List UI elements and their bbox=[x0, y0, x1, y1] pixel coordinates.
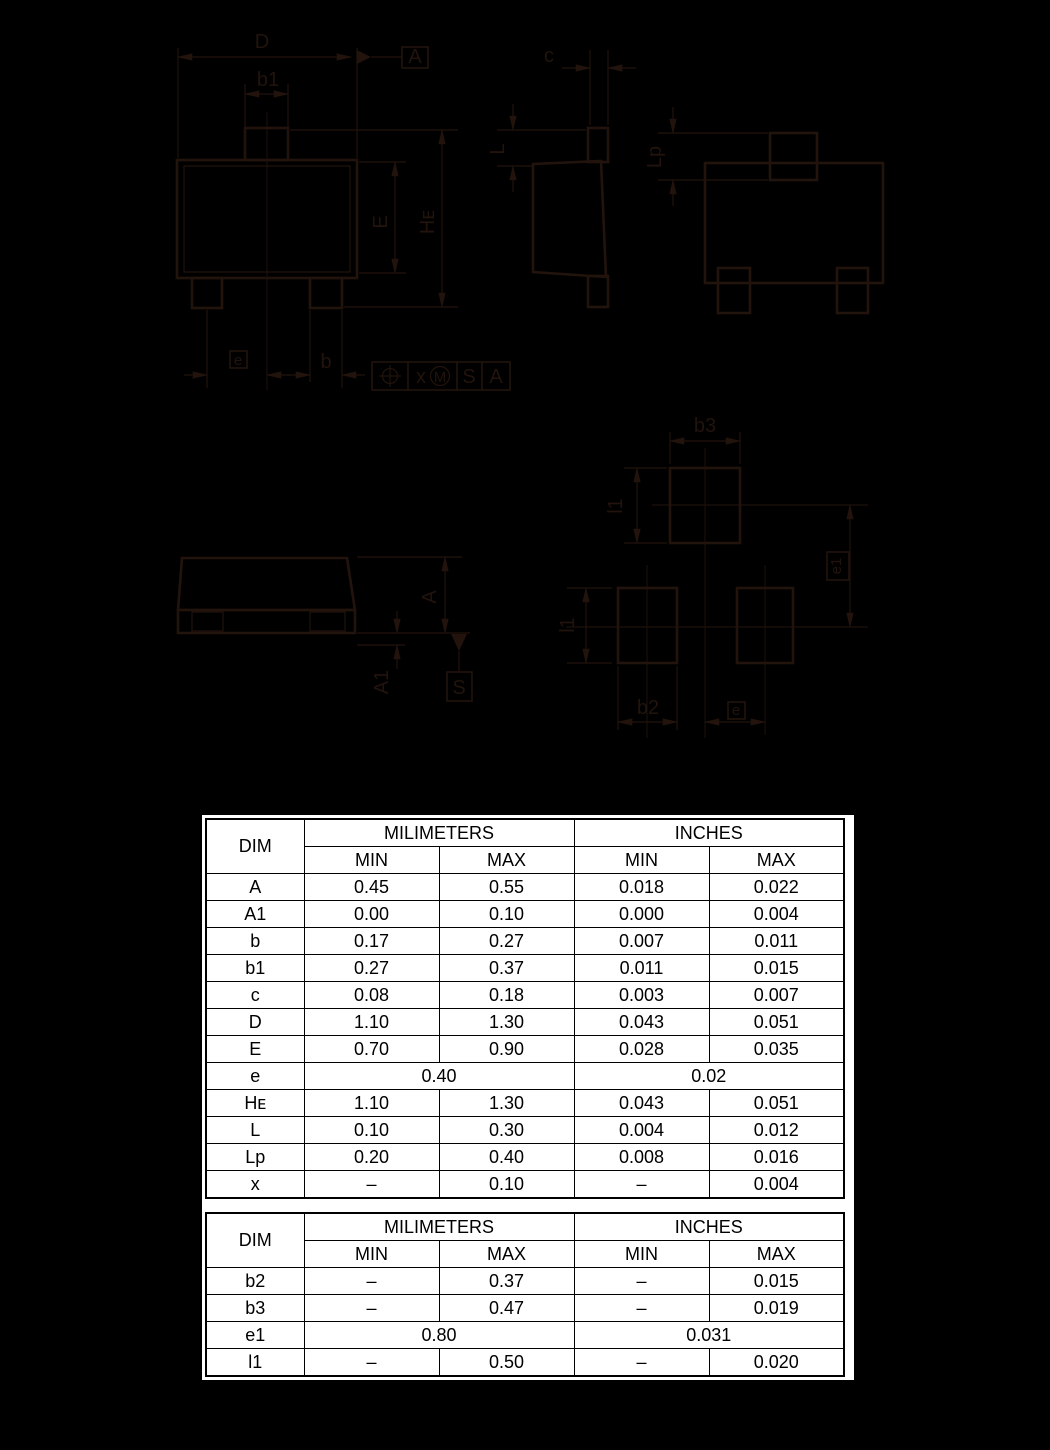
table-row: c 0.08 0.18 0.003 0.007 bbox=[206, 982, 844, 1009]
dim-label-he: Hᴇ bbox=[417, 209, 439, 235]
fcf-datum-s: S bbox=[462, 366, 476, 388]
dim-label-b: b bbox=[320, 351, 332, 373]
table-row: b 0.17 0.27 0.007 0.011 bbox=[206, 928, 844, 955]
table-row: x – 0.10 – 0.004 bbox=[206, 1171, 844, 1199]
dim-label-e-pitch: e bbox=[233, 352, 243, 369]
table-row-span: e 0.40 0.02 bbox=[206, 1063, 844, 1090]
col-header-millimeters: MILIMETERS bbox=[304, 1213, 574, 1241]
col-header-mm-min: MIN bbox=[304, 1241, 439, 1268]
dim-label-b1: b1 bbox=[256, 69, 280, 91]
datum-s-triangle-icon bbox=[451, 634, 467, 651]
table-header-row bbox=[206, 1213, 844, 1241]
top-view-drawing bbox=[177, 31, 458, 390]
dim-label-d: D bbox=[254, 31, 270, 53]
col-header-inches: INCHES bbox=[574, 1213, 844, 1241]
col-header-dim: DIM bbox=[206, 1213, 304, 1268]
datum-a-label: A bbox=[408, 46, 422, 68]
dim-label-b2: b2 bbox=[636, 697, 660, 719]
feature-control-frame bbox=[372, 362, 510, 390]
table-row: Lp 0.20 0.40 0.008 0.016 bbox=[206, 1144, 844, 1171]
table-row: b3 – 0.47 – 0.019 bbox=[206, 1295, 844, 1322]
fcf-datum-a: A bbox=[489, 366, 503, 388]
dimension-table-footprint bbox=[205, 1212, 845, 1377]
col-header-dim: DIM bbox=[206, 819, 304, 874]
table-row: E 0.70 0.90 0.028 0.035 bbox=[206, 1036, 844, 1063]
dim-label-l: L bbox=[487, 143, 509, 155]
table-row: b2 – 0.37 – 0.015 bbox=[206, 1268, 844, 1295]
footprint-drawing bbox=[557, 415, 868, 738]
col-header-mm-min: MIN bbox=[304, 847, 439, 874]
table-row: l1 – 0.50 – 0.020 bbox=[206, 1349, 844, 1377]
position-tolerance-icon bbox=[379, 365, 401, 387]
col-header-mm-max: MAX bbox=[439, 1241, 574, 1268]
table-gap bbox=[205, 1199, 851, 1212]
table-row: A 0.45 0.55 0.018 0.022 bbox=[206, 874, 844, 901]
side-view-drawing bbox=[487, 45, 636, 307]
table-header-row bbox=[206, 819, 844, 847]
dim-label-c: c bbox=[544, 45, 554, 67]
col-header-in-max: MAX bbox=[709, 847, 844, 874]
col-header-in-max: MAX bbox=[709, 1241, 844, 1268]
dim-label-l1-top: l1 bbox=[605, 498, 627, 514]
table-row: A1 0.00 0.10 0.000 0.004 bbox=[206, 901, 844, 928]
datum-a-triangle-icon bbox=[357, 50, 371, 64]
col-header-in-min: MIN bbox=[574, 847, 709, 874]
dim-label-a1: A1 bbox=[371, 669, 393, 695]
front-view-drawing bbox=[178, 557, 472, 701]
col-header-mm-max: MAX bbox=[439, 847, 574, 874]
dimension-tables-panel bbox=[202, 815, 854, 1380]
dim-label-e1: e1 bbox=[828, 557, 845, 575]
dim-label-b3: b3 bbox=[693, 415, 717, 437]
col-header-in-min: MIN bbox=[574, 1241, 709, 1268]
table-row: Hᴇ 1.10 1.30 0.043 0.051 bbox=[206, 1090, 844, 1117]
col-header-millimeters: MILIMETERS bbox=[304, 819, 574, 847]
fcf-modifier-m: M bbox=[433, 369, 447, 386]
table-row: D 1.10 1.30 0.043 0.051 bbox=[206, 1009, 844, 1036]
dim-label-e-footprint: e bbox=[731, 702, 741, 719]
table-row: b1 0.27 0.37 0.011 0.015 bbox=[206, 955, 844, 982]
dim-label-a: A bbox=[419, 590, 441, 604]
table-row-span: e1 0.80 0.031 bbox=[206, 1322, 844, 1349]
fcf-tolerance-x: x bbox=[416, 366, 426, 388]
col-header-inches: INCHES bbox=[574, 819, 844, 847]
table-row: L 0.10 0.30 0.004 0.012 bbox=[206, 1117, 844, 1144]
dim-label-e-body: E bbox=[370, 215, 392, 229]
dimension-table-package bbox=[205, 818, 845, 1199]
dim-label-l1-bottom: l1 bbox=[557, 617, 579, 633]
dim-label-lp: Lp bbox=[644, 145, 666, 169]
datum-s-label: S bbox=[452, 677, 466, 699]
back-view-drawing bbox=[644, 107, 883, 313]
